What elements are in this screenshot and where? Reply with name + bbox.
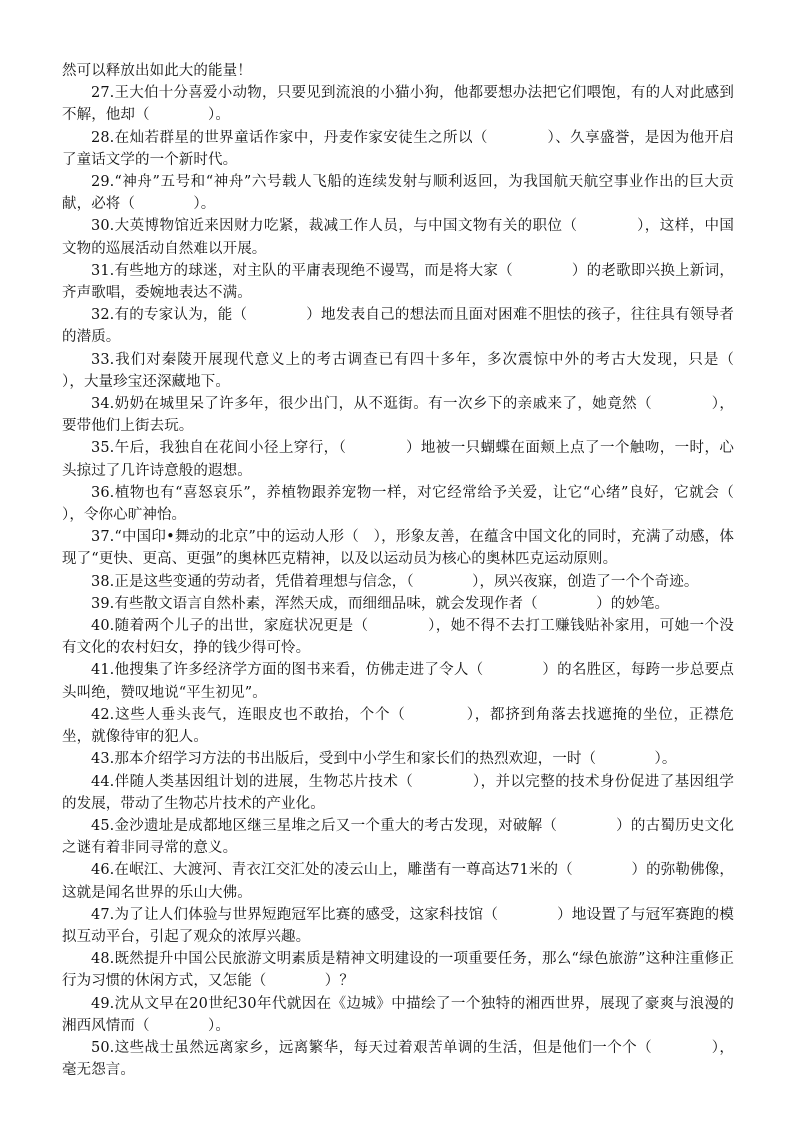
question-35: 35.午后，我独自在花间小径上穿行，（ ）地被一只蝴蝶在面颊上点了一个触吻，一时，心头掠过了几许诗意般的遐想。 (62, 440, 734, 479)
question-44: 44.伴随人类基因组计划的进展，生物芯片技术（ ），并以完整的技术身份促进了基因组学的发展，带动了生物芯片技术的产业化。 (62, 773, 734, 812)
question-31: 31.有些地方的球迷，对主队的平庸表现绝不谩骂，而是将大家（ ）的老歌即兴换上新词，齐声歌唱，委婉地表达不满。 (62, 262, 734, 302)
question-38: 38.正是这些变通的劳动者，凭借着理想与信念，（ ），夙兴夜寐，创造了一个个奇迹。 (91, 573, 699, 590)
exercise-page (62, 60, 793, 1081)
question-33: 33.我们对秦陵开展现代意义上的考古调查已有四十多年，多次震惊中外的考古大发现，只是（ ），大量珍宝还深藏地下。 (62, 351, 793, 390)
question-46: 46.在岷江、大渡河、青衣江交汇处的凌云山上，雕凿有一尊高达71米的（ ）的弥勒佛像，这就是闻名世界的乐山大佛。 (62, 862, 734, 901)
question-50: 50.这些战士虽然远离家乡，远离繁华，每天过着艰苦单调的生活，但是他们一个个（ ），毫无怨言。 (62, 1039, 734, 1079)
question-27: 27.王大伯十分喜爱小动物，只要见到流浪的小猫小狗，他都要想办法把它们喂饱，有的人对此感到不解，他却（ ）。 (62, 85, 734, 124)
question-49: 49.沈从文早在20世纪30年代就因在《边城》中描绘了一个独特的湘西世界，展现了豪爽与浪漫的湘西风情而（ ）。 (62, 995, 734, 1034)
lead-line: 然可以释放出如此大的能量！ (62, 63, 252, 79)
question-40: 40.随着两个儿子的出世，家庭状况更是（ ），她不得不去打工赚钱贴补家用，可她一个没有文化的农村妇女，挣的钱少得可怜。 (62, 618, 734, 657)
question-29: 29.“神舟”五号和“神舟”六号载人飞船的连续发射与顺利返回，为我国航天航空事业作出的巨大贡献，必将（ ）。 (62, 174, 734, 213)
question-47: 47.为了让人们体验与世界短跑冠军比赛的感受，这家科技馆（ ）地设置了与冠军赛跑的模拟互动平台，引起了观众的浓厚兴趣。 (62, 906, 734, 945)
question-34: 34.奶奶在城里呆了许多年，很少出门，从不逛街。有一次乡下的亲戚来了，她竟然（ ），要带他们上街去玩。 (62, 396, 734, 435)
question-48: 48.既然提升中国公民旅游文明素质是精神文明建设的一项重要任务，那么“绿色旅游”这种注重修正行为习惯的休闲方式，又怎能（ ）？ (62, 951, 734, 990)
question-42: 42.这些人垂头丧气，连眼皮也不敢抬，个个（ ），都挤到角落去找遮掩的坐位，正襟危坐，就像待审的犯人。 (62, 706, 734, 746)
question-30: 30.大英博物馆近来因财力吃紧，裁减工作人员，与中国文物有关的职位（ ），这样，中国文物的巡展活动自然难以开展。 (62, 218, 734, 257)
question-32: 32.有的专家认为，能（ ）地发表自己的想法而且面对困难不胆怯的孩子，往往具有领导者的潜质。 (62, 307, 734, 346)
question-45: 45.金沙遗址是成都地区继三星堆之后又一个重大的考古发现，对破解（ ）的古蜀历史文化之谜有着非同寻常的意义。 (62, 817, 734, 857)
question-36: 36.植物也有“喜怒哀乐”，养植物跟养宠物一样，对它经常给予关爱，让它“心绪”良好，它就会（ ），令你心旷神怡。 (62, 484, 793, 524)
question-41: 41.他搜集了许多经济学方面的图书来看，仿佛走进了令人（ ）的名胜区，每跨一步总要点头叫绝，赞叹地说“平生初见”。 (62, 662, 734, 701)
question-28: 28.在灿若群星的世界童话作家中，丹麦作家安徒生之所以（ ）、久享盛誉，是因为他开启了童话文学的一个新时代。 (62, 129, 734, 168)
question-43: 43.那本介绍学习方法的书出版后，受到中小学生和家长们的热烈欢迎，一时（ ）。 (91, 751, 677, 768)
question-37: 37.“中国印•舞动的北京”中的运动人形（ ），形象友善，在蕴含中国文化的同时，充满了动感，体现了“更快、更高、更强”的奥林匹克精神，以及以运动员为核心的奥林匹克运动原则。 (62, 529, 734, 568)
question-39: 39.有些散文语言自然朴素，浑然天成，而细细品味，就会发现作者（ ）的妙笔。 (91, 595, 670, 612)
